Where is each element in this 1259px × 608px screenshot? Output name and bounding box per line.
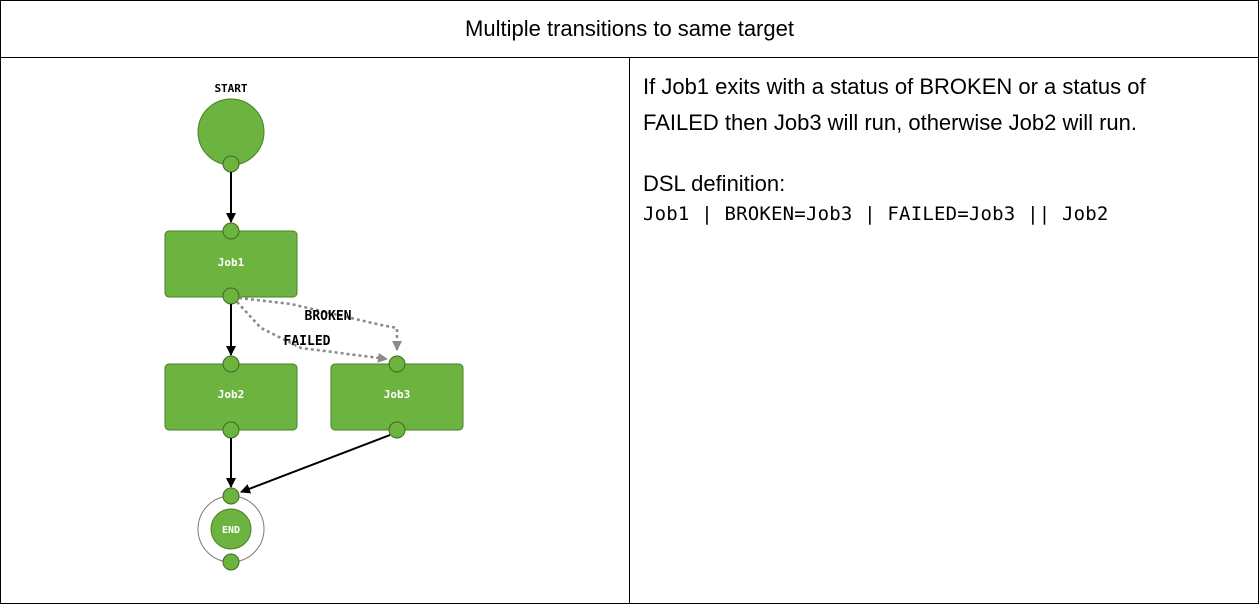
end-in-port[interactable] <box>223 488 239 504</box>
flow-diagram <box>1 58 629 603</box>
job3-label: Job3 <box>383 388 411 401</box>
job2-label: Job2 <box>217 388 245 401</box>
job3-in-port[interactable] <box>389 356 405 372</box>
start-node[interactable] <box>198 99 264 165</box>
description-line-2: FAILED then Job3 will run, otherwise Job2 will run. <box>643 110 1138 135</box>
table-header <box>1 1 1258 58</box>
dsl-label: DSL definition: <box>643 171 786 196</box>
failed-label: FAILED <box>283 334 331 349</box>
end-out-port[interactable] <box>223 554 239 570</box>
description-cell <box>643 69 1243 225</box>
broken-label: BROKEN <box>304 309 352 324</box>
header-title: Multiple transitions to same target <box>465 16 794 41</box>
job1-in-port[interactable] <box>223 223 239 239</box>
job1-label: Job1 <box>217 256 245 269</box>
job2-in-port[interactable] <box>223 356 239 372</box>
job1-out-port[interactable] <box>223 288 239 304</box>
start-label: START <box>214 82 248 95</box>
dsl-code: Job1 | BROKEN=Job3 | FAILED=Job3 || Job2 <box>643 203 1109 225</box>
description-line-1: If Job1 exits with a status of BROKEN or a status of <box>643 74 1146 99</box>
job2-out-port[interactable] <box>223 422 239 438</box>
start-out-port[interactable] <box>223 156 239 172</box>
diagram-cell <box>1 58 629 603</box>
edge-job3-end <box>241 435 390 492</box>
column-divider <box>629 58 630 603</box>
job3-out-port[interactable] <box>389 422 405 438</box>
end-label: END <box>221 525 241 536</box>
